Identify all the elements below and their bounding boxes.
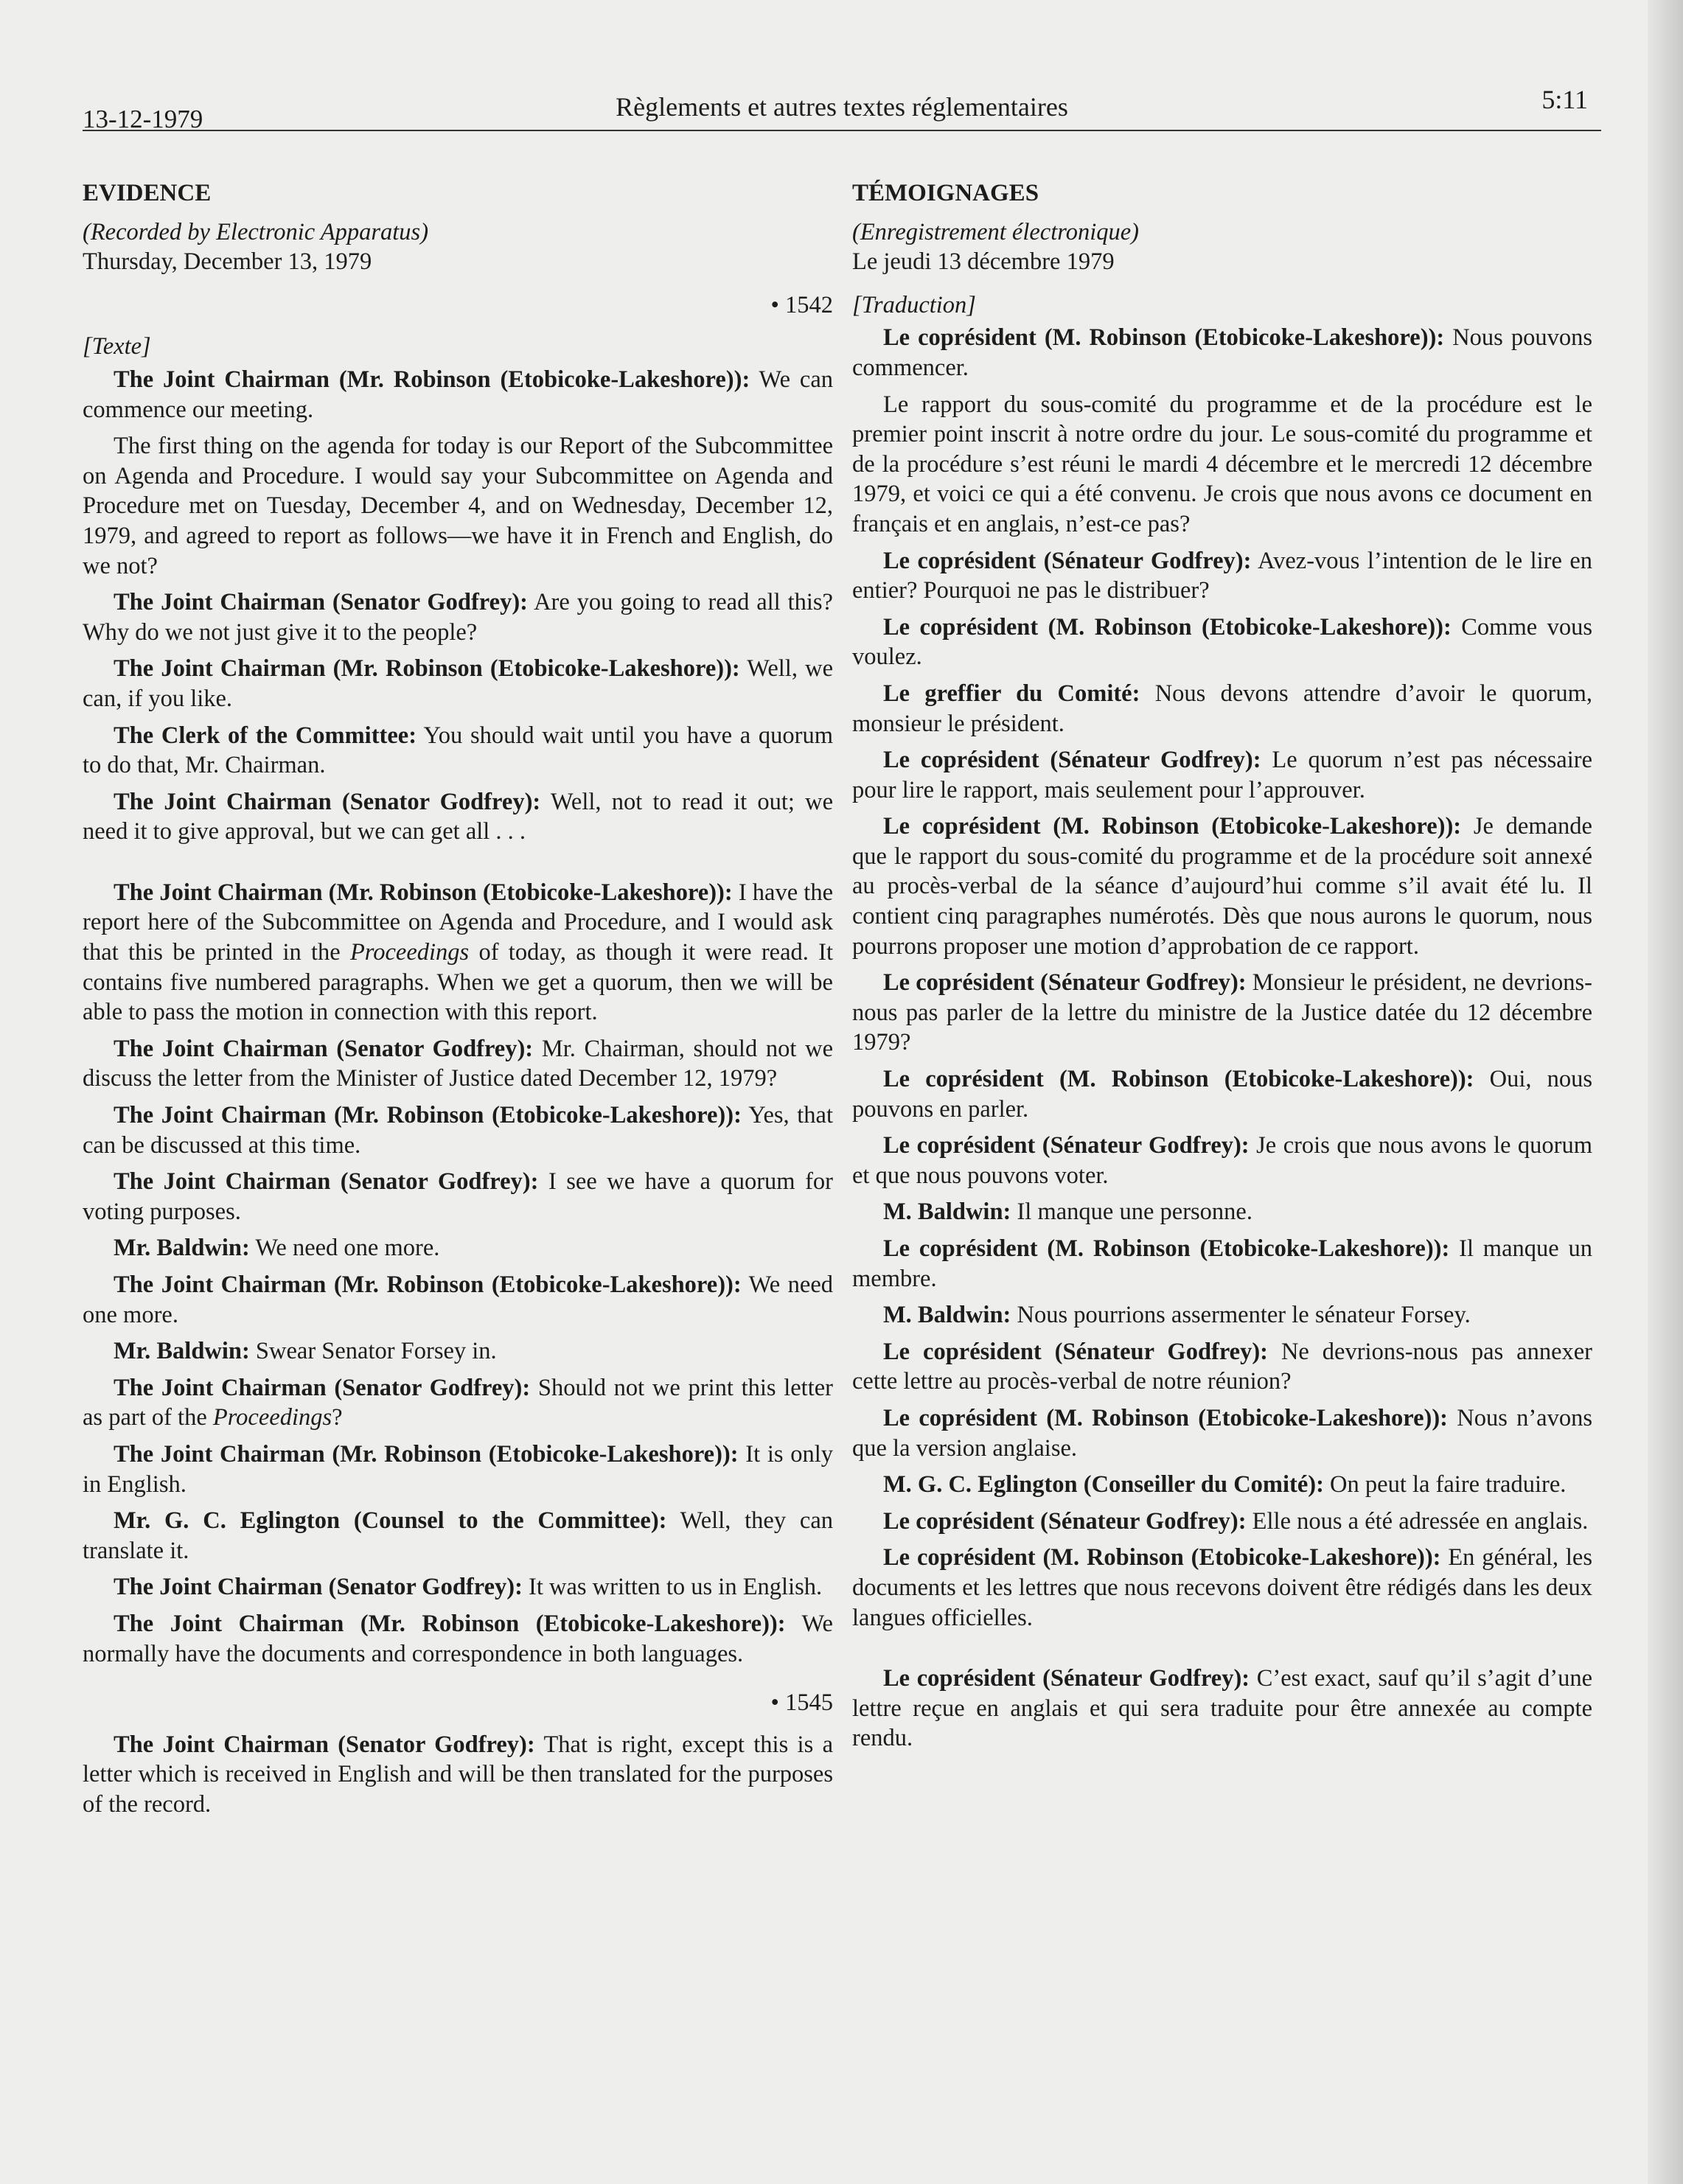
speaker-name: Le coprésident (M. Robinson (Etobicoke-Lakeshore)): xyxy=(883,324,1445,352)
english-column xyxy=(83,178,833,1827)
speech-paragraph xyxy=(852,1300,1592,1330)
speech-text: Il manque une personne. xyxy=(1011,1199,1252,1226)
evidence-heading: EVIDENCE xyxy=(83,180,212,206)
speaker-name: Mr. Baldwin: xyxy=(114,1338,250,1365)
speech-paragraph xyxy=(852,1543,1592,1633)
transcript-paragraphs xyxy=(852,323,1592,1633)
speech-text: On peut la faire traduire. xyxy=(1323,1471,1567,1499)
speech-paragraph xyxy=(852,812,1592,961)
speech-text: Mr. Chairman, should not we discuss the letter from the Minister of Justice dated December 12, 1979? xyxy=(83,1035,833,1092)
speech-paragraph xyxy=(852,546,1592,606)
running-header xyxy=(83,83,1601,131)
speaker-name: Le coprésident (Sénateur Godfrey): xyxy=(883,547,1252,574)
speaker-name: The Joint Chairman (Mr. Robinson (Etobicoke-Lakeshore)): xyxy=(114,366,750,393)
speech-paragraph xyxy=(83,787,833,847)
time-marker: • 1545 xyxy=(770,1689,833,1717)
speech-paragraph xyxy=(83,878,833,1028)
speech-text: Comme vous voulez. xyxy=(852,613,1592,671)
speaker-name: Le coprésident (M. Robinson (Etobicoke-Lakeshore)): xyxy=(883,1066,1474,1093)
speaker-name: M. Baldwin: xyxy=(883,1302,1011,1329)
speech-text: Nous n’avons que la version anglaise. xyxy=(852,1404,1592,1462)
speech-paragraph xyxy=(83,1373,833,1433)
translation-label: [Traduction] xyxy=(852,291,976,318)
speech-text: You should wait until you have a quorum to do that, Mr. Chairman. xyxy=(83,722,834,779)
speech-text: Well, not to read it out; we need it to give approval, but we can get all . . . xyxy=(83,788,833,845)
speaker-name: The Joint Chairman (Senator Godfrey): xyxy=(114,589,528,616)
speech-paragraph xyxy=(83,1440,833,1499)
speech-text: I have the report here of the Subcommittee on Agenda and Procedure, and I would ask that this be printed in the xyxy=(83,879,833,966)
speech-text: Monsieur le président, ne devrions-nous pas parler de la lettre du ministre de la Justice datée du 12 décembre 1979? xyxy=(852,969,1592,1056)
speech-text: Oui, nous pouvons en parler. xyxy=(852,1066,1592,1123)
speech-paragraph xyxy=(83,587,833,647)
speech-paragraph xyxy=(83,1100,833,1160)
speech-text: We normally have the documents and correspondence in both languages. xyxy=(83,1610,833,1667)
speech-paragraph xyxy=(83,431,833,581)
speech-text: Are you going to read all this? Why do we not just give it to the people? xyxy=(83,589,833,646)
speaker-name: Le coprésident (M. Robinson (Etobicoke-Lakeshore)): xyxy=(883,813,1462,840)
italic-text: Proceedings xyxy=(349,939,470,966)
speech-paragraph xyxy=(852,1664,1592,1754)
french-column xyxy=(852,178,1592,1760)
header-title: Règlements et autres textes réglementaires xyxy=(616,92,1068,122)
speech-text: We need one more. xyxy=(249,1235,440,1262)
speaker-name: Le coprésident (Sénateur Godfrey): xyxy=(883,1507,1247,1535)
speech-text: Avez-vous l’intention de le lire en entier? Pourquoi ne pas le distribuer? xyxy=(852,547,1593,604)
speaker-name: Le coprésident (M. Robinson (Etobicoke-Lakeshore)): xyxy=(883,1235,1450,1262)
speech-text: Elle nous a été adressée en anglais. xyxy=(1246,1507,1589,1535)
speech-text: Should not we print this letter as part of the xyxy=(83,1374,833,1431)
speech-paragraph xyxy=(83,654,833,714)
speaker-name: Mr. Baldwin: xyxy=(114,1235,250,1262)
speech-text: Il manque un membre. xyxy=(852,1235,1592,1292)
speech-paragraph xyxy=(852,679,1592,739)
speech-text: Je demande que le rapport du sous-comité du programme et de la procédure soit annexé au procès-verbal de la séance d’aujourd’hui comme s’il avait été lu. Il contient cinq paragraphes numérotés. Dès que nous aurons le quorum, nous pourrons proposer une motion d’approbation de ce rapport. xyxy=(852,813,1592,960)
speaker-name: Le coprésident (Sénateur Godfrey): xyxy=(883,1132,1250,1159)
speech-paragraph xyxy=(83,1506,833,1566)
transcript-final-paragraph xyxy=(852,1664,1592,1754)
speech-paragraph xyxy=(83,721,833,781)
speech-text: Nous devons attendre d’avoir le quorum, monsieur le président. xyxy=(852,680,1592,737)
speech-text: En général, les documents et les lettres que nous recevons doivent être rédigés dans les deux langues officielles. xyxy=(852,1544,1592,1631)
speech-paragraph xyxy=(83,1233,833,1263)
speech-text: Well, we can, if you like. xyxy=(83,655,833,712)
speech-paragraph xyxy=(852,390,1592,540)
speaker-name: Le coprésident (M. Robinson (Etobicoke-Lakeshore)): xyxy=(883,613,1452,641)
speaker-name: The Joint Chairman (Mr. Robinson (Etobicoke-Lakeshore)): xyxy=(114,1271,742,1298)
speaker-name: The Joint Chairman (Senator Godfrey): xyxy=(114,788,541,815)
header-date: 13-12-1979 xyxy=(83,105,203,133)
speaker-name: The Joint Chairman (Senator Godfrey): xyxy=(114,1374,531,1401)
speaker-name: The Joint Chairman (Senator Godfrey): xyxy=(114,1035,534,1062)
speaker-name: The Joint Chairman (Mr. Robinson (Etobicoke-Lakeshore)): xyxy=(114,1610,786,1637)
speech-text: Yes, that can be discussed at this time. xyxy=(83,1102,833,1159)
speech-text: We can commence our meeting. xyxy=(83,366,834,423)
page-edge xyxy=(1648,0,1683,2184)
speech-paragraph xyxy=(852,1507,1592,1537)
meeting-date: Thursday, December 13, 1979 xyxy=(83,248,372,276)
speech-text: Le quorum n’est pas nécessaire pour lire le rapport, mais seulement pour l’approuver. xyxy=(852,747,1593,803)
speech-text: Swear Senator Forsey in. xyxy=(249,1338,497,1365)
italic-text: Proceedings xyxy=(212,1404,332,1431)
temoignages-heading: TÉMOIGNAGES xyxy=(852,180,1039,206)
speech-paragraph xyxy=(852,1234,1592,1294)
speaker-name: Le coprésident (Sénateur Godfrey): xyxy=(883,1338,1269,1365)
speech-paragraph xyxy=(852,745,1592,805)
speech-paragraph xyxy=(83,1572,833,1602)
speech-paragraph xyxy=(852,1131,1592,1190)
meeting-date: Le jeudi 13 décembre 1979 xyxy=(852,248,1115,276)
page-number: 5:11 xyxy=(1541,85,1588,114)
speaker-name: The Joint Chairman (Mr. Robinson (Etobicoke-Lakeshore)): xyxy=(114,1102,742,1129)
speech-text: I see we have a quorum for voting purposes. xyxy=(83,1168,833,1225)
transcript-paragraphs xyxy=(83,365,833,1669)
speaker-name: The Joint Chairman (Mr. Robinson (Etobicoke-Lakeshore)): xyxy=(114,655,740,683)
speaker-name: The Joint Chairman (Senator Godfrey): xyxy=(114,1731,535,1758)
speech-paragraph xyxy=(852,1197,1592,1227)
speaker-name: Mr. G. C. Eglington (Counsel to the Committee): xyxy=(114,1507,667,1535)
speaker-name: The Joint Chairman (Senator Godfrey): xyxy=(114,1574,523,1601)
speech-paragraph xyxy=(852,613,1592,672)
speaker-name: Le coprésident (M. Robinson (Etobicoke-Lakeshore)): xyxy=(883,1404,1449,1431)
speaker-name: Le coprésident (Sénateur Godfrey): xyxy=(883,1665,1250,1692)
recording-note: (Enregistrement électronique) xyxy=(852,218,1139,245)
speaker-name: M. G. C. Eglington (Conseiller du Comité): xyxy=(883,1471,1324,1499)
speaker-name: Le coprésident (Sénateur Godfrey): xyxy=(883,747,1261,774)
speech-paragraph xyxy=(852,1470,1592,1500)
speech-text: ? xyxy=(332,1404,343,1431)
speech-text: We need one more. xyxy=(83,1271,833,1328)
speech-paragraph xyxy=(852,1337,1592,1397)
speech-paragraph xyxy=(83,1034,833,1094)
speaker-name: The Joint Chairman (Mr. Robinson (Etobicoke-Lakeshore)): xyxy=(114,1440,739,1468)
speaker-name: The Joint Chairman (Mr. Robinson (Etobicoke-Lakeshore)): xyxy=(114,879,733,906)
speech-text: Le rapport du sous-comité du programme et de la procédure est le premier point inscrit à notre ordre du jour. Le sous-comité du programme et de la procédure s’est réuni le mardi 4 décembre et le mercredi 12 décembre 1979, et voici ce qui a été convenu. Je crois que nous avons ce document en français et en anglais, n’est-ce pas? xyxy=(852,391,1592,537)
transcript-final-paragraph xyxy=(83,1730,833,1820)
recording-note: (Recorded by Electronic Apparatus) xyxy=(83,218,429,245)
speech-text: C’est exact, sauf qu’il s’agit d’une lettre reçue en anglais et qui sera traduite pour être annexée au compte rendu. xyxy=(852,1665,1592,1752)
speech-paragraph xyxy=(83,1336,833,1367)
speech-paragraph xyxy=(83,1167,833,1227)
speech-text: It is only in English. xyxy=(83,1440,834,1498)
speech-paragraph xyxy=(83,1730,833,1820)
speech-text: It was written to us in English. xyxy=(522,1574,823,1601)
speech-paragraph xyxy=(83,1609,833,1669)
speech-text: Je crois que nous avons le quorum et que nous pouvons voter. xyxy=(852,1132,1593,1189)
speech-paragraph xyxy=(852,968,1592,1058)
speech-paragraph xyxy=(852,1064,1592,1124)
speech-text: That is right, except this is a letter which is received in English and will be then translated for the purposes of the record. xyxy=(83,1731,833,1818)
speaker-name: Le coprésident (Sénateur Godfrey): xyxy=(883,969,1247,997)
speech-text: Well, they can translate it. xyxy=(83,1507,833,1564)
speech-text: of today, as though it were read. It contains five numbered paragraphs. When we get a quorum, then we will be able to pass the motion in connection with this report. xyxy=(83,939,833,1026)
speaker-name: The Clerk of the Committee: xyxy=(114,722,417,749)
speaker-name: Le coprésident (M. Robinson (Etobicoke-Lakeshore)): xyxy=(883,1544,1441,1571)
time-marker: • 1542 xyxy=(770,291,833,318)
speech-text: The first thing on the agenda for today is our Report of the Subcommittee on Agenda and Procedure. I would say your Subcommittee on Agenda and Procedure met on Tuesday, December 4, and on Wednesday, December 12, 1979, and agreed to report as follows—we have it in French and English, do we not? xyxy=(83,433,833,579)
speech-paragraph xyxy=(83,365,833,425)
speaker-name: The Joint Chairman (Senator Godfrey): xyxy=(114,1168,539,1196)
speech-paragraph xyxy=(852,1403,1592,1463)
speaker-name: M. Baldwin: xyxy=(883,1199,1011,1226)
speech-text: Ne devrions-nous pas annexer cette lettre au procès-verbal de notre réunion? xyxy=(852,1338,1593,1395)
speaker-name: Le greffier du Comité: xyxy=(883,680,1140,707)
speech-text: Nous pouvons commencer. xyxy=(852,324,1592,381)
text-label: [Texte] xyxy=(83,333,151,360)
speech-paragraph xyxy=(83,1270,833,1330)
speech-paragraph xyxy=(852,323,1592,383)
speech-text: Nous pourrions assermenter le sénateur Forsey. xyxy=(1011,1302,1471,1329)
